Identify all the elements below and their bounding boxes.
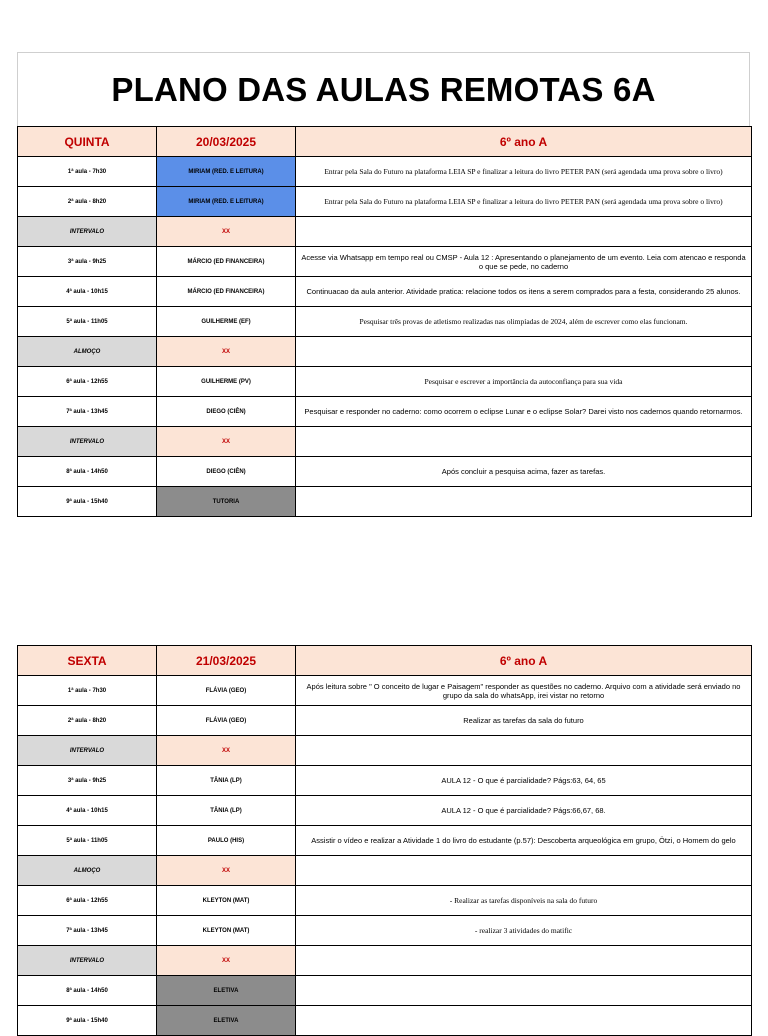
task-cell: Pesquisar e escrever a importância da autoconfiança para sua vida — [296, 367, 752, 397]
task-cell: Pesquisar três provas de atletismo realizadas nas olimpíadas de 2024, além de escrever como elas funcionam. — [296, 307, 752, 337]
table-row — [18, 736, 752, 766]
teacher-cell: ELETIVA — [157, 976, 296, 1006]
time-cell: 9ª aula - 15h40 — [18, 1006, 157, 1036]
time-cell: 6ª aula - 12h55 — [18, 367, 157, 397]
time-cell: 8ª aula - 14h50 — [18, 457, 157, 487]
teacher-cell: GUILHERME (PV) — [157, 367, 296, 397]
time-cell: INTERVALO — [18, 217, 157, 247]
time-cell: 4ª aula - 10h15 — [18, 277, 157, 307]
day-cell: QUINTA — [18, 127, 157, 157]
time-cell: 3ª aula - 9h25 — [18, 766, 157, 796]
table-row — [18, 247, 752, 277]
table-row — [18, 766, 752, 796]
teacher-cell: TUTORIA — [157, 487, 296, 517]
teacher-cell: PAULO (HIS) — [157, 826, 296, 856]
table-header — [18, 646, 752, 676]
date-cell: 20/03/2025 — [157, 127, 296, 157]
table-row — [18, 976, 752, 1006]
teacher-cell: XX — [157, 856, 296, 886]
table-row — [18, 886, 752, 916]
task-cell — [296, 427, 752, 457]
teacher-cell: ELETIVA — [157, 1006, 296, 1036]
schedule-table-sexta — [17, 645, 752, 1036]
task-cell: Realizar as tarefas da sala do futuro — [296, 706, 752, 736]
time-cell: 2ª aula - 8h20 — [18, 706, 157, 736]
teacher-cell: XX — [157, 946, 296, 976]
task-cell — [296, 976, 752, 1006]
time-cell: 4ª aula - 10h15 — [18, 796, 157, 826]
teacher-cell: MIRIAM (RED. E LEITURA) — [157, 157, 296, 187]
date-cell: 21/03/2025 — [157, 646, 296, 676]
time-cell: ALMOÇO — [18, 856, 157, 886]
table-row — [18, 796, 752, 826]
teacher-cell: XX — [157, 427, 296, 457]
time-cell: INTERVALO — [18, 946, 157, 976]
table-row — [18, 277, 752, 307]
task-cell — [296, 736, 752, 766]
teacher-cell: GUILHERME (EF) — [157, 307, 296, 337]
task-cell: Acesse via Whatsapp em tempo real ou CMSP - Aula 12 : Apresentando o planejamento de um evento. Leia com atencao e responda o que se pede, no caderno — [296, 247, 752, 277]
task-cell — [296, 946, 752, 976]
teacher-cell: MÁRCIO (ED FINANCEIRA) — [157, 277, 296, 307]
time-cell: ALMOÇO — [18, 337, 157, 367]
task-cell: AULA 12 - O que é parcialidade? Págs:66,67, 68. — [296, 796, 752, 826]
task-cell: Entrar pela Sala do Futuro na plataforma LEIA SP e finalizar a leitura do livro PETER PAN (será agendada uma prova sobre o livro) — [296, 157, 752, 187]
teacher-cell: MIRIAM (RED. E LEITURA) — [157, 187, 296, 217]
task-cell — [296, 217, 752, 247]
time-cell: 5ª aula - 11h05 — [18, 826, 157, 856]
task-cell: Continuacao da aula anterior. Atividade pratica: relacione todos os itens a serem comprados para a festa, considerando 25 alunos. — [296, 277, 752, 307]
table-row — [18, 187, 752, 217]
page-title: PLANO DAS AULAS REMOTAS 6A — [111, 70, 656, 108]
teacher-cell: XX — [157, 217, 296, 247]
time-cell: 8ª aula - 14h50 — [18, 976, 157, 1006]
time-cell: INTERVALO — [18, 427, 157, 457]
table-row — [18, 826, 752, 856]
table-row — [18, 487, 752, 517]
teacher-cell: TÂNIA (LP) — [157, 766, 296, 796]
task-cell — [296, 856, 752, 886]
table-row — [18, 676, 752, 706]
day-cell: SEXTA — [18, 646, 157, 676]
class-cell: 6º ano A — [296, 127, 752, 157]
time-cell: 2ª aula - 8h20 — [18, 187, 157, 217]
task-cell: Após leitura sobre " O conceito de lugar e Paisagem" responder as questões no caderno. Arquivo com a atividade será enviado no grupo da sala do whatsApp, irei vistar no retorno — [296, 676, 752, 706]
table-row — [18, 427, 752, 457]
time-cell: 6ª aula - 12h55 — [18, 886, 157, 916]
task-cell: Pesquisar e responder no caderno: como ocorrem o eclipse Lunar e o eclipse Solar? Darei visto nos cadernos quando retornarmos. — [296, 397, 752, 427]
table-row — [18, 397, 752, 427]
table-row — [18, 1006, 752, 1036]
teacher-cell: TÂNIA (LP) — [157, 796, 296, 826]
task-cell — [296, 487, 752, 517]
table-row — [18, 217, 752, 247]
task-cell — [296, 1006, 752, 1036]
task-cell: Entrar pela Sala do Futuro na plataforma LEIA SP e finalizar a leitura do livro PETER PAN (será agendada uma prova sobre o livro) — [296, 187, 752, 217]
teacher-cell: FLÁVIA (GEO) — [157, 706, 296, 736]
task-cell: - Realizar as tarefas disponíveis na sala do futuro — [296, 886, 752, 916]
task-cell: AULA 12 - O que é parcialidade? Págs:63, 64, 65 — [296, 766, 752, 796]
table-row — [18, 946, 752, 976]
time-cell: 1ª aula - 7h30 — [18, 676, 157, 706]
time-cell: 9ª aula - 15h40 — [18, 487, 157, 517]
teacher-cell: XX — [157, 337, 296, 367]
teacher-cell: MÁRCIO (ED FINANCEIRA) — [157, 247, 296, 277]
table-row — [18, 916, 752, 946]
table-row — [18, 337, 752, 367]
task-cell — [296, 337, 752, 367]
time-cell: 7ª aula - 13h45 — [18, 916, 157, 946]
title-box — [17, 52, 750, 126]
table-row — [18, 856, 752, 886]
teacher-cell: DIEGO (CIÊN) — [157, 457, 296, 487]
task-cell: Após concluir a pesquisa acima, fazer as tarefas. — [296, 457, 752, 487]
class-cell: 6º ano A — [296, 646, 752, 676]
teacher-cell: KLEYTON (MAT) — [157, 886, 296, 916]
table-row — [18, 157, 752, 187]
time-cell: 1ª aula - 7h30 — [18, 157, 157, 187]
time-cell: 5ª aula - 11h05 — [18, 307, 157, 337]
table-row — [18, 457, 752, 487]
teacher-cell: DIEGO (CIÊN) — [157, 397, 296, 427]
schedule-table-quinta — [17, 126, 752, 517]
table-header — [18, 127, 752, 157]
teacher-cell: XX — [157, 736, 296, 766]
table-row — [18, 367, 752, 397]
task-cell: - realizar 3 atividades do matific — [296, 916, 752, 946]
teacher-cell: FLÁVIA (GEO) — [157, 676, 296, 706]
teacher-cell: KLEYTON (MAT) — [157, 916, 296, 946]
time-cell: 3ª aula - 9h25 — [18, 247, 157, 277]
table-row — [18, 706, 752, 736]
time-cell: INTERVALO — [18, 736, 157, 766]
task-cell: Assistir o vídeo e realizar a Atividade 1 do livro do estudante (p.57): Descoberta arqueológica em grupo, Ötzi, o Homem do gelo — [296, 826, 752, 856]
time-cell: 7ª aula - 13h45 — [18, 397, 157, 427]
table-row — [18, 307, 752, 337]
